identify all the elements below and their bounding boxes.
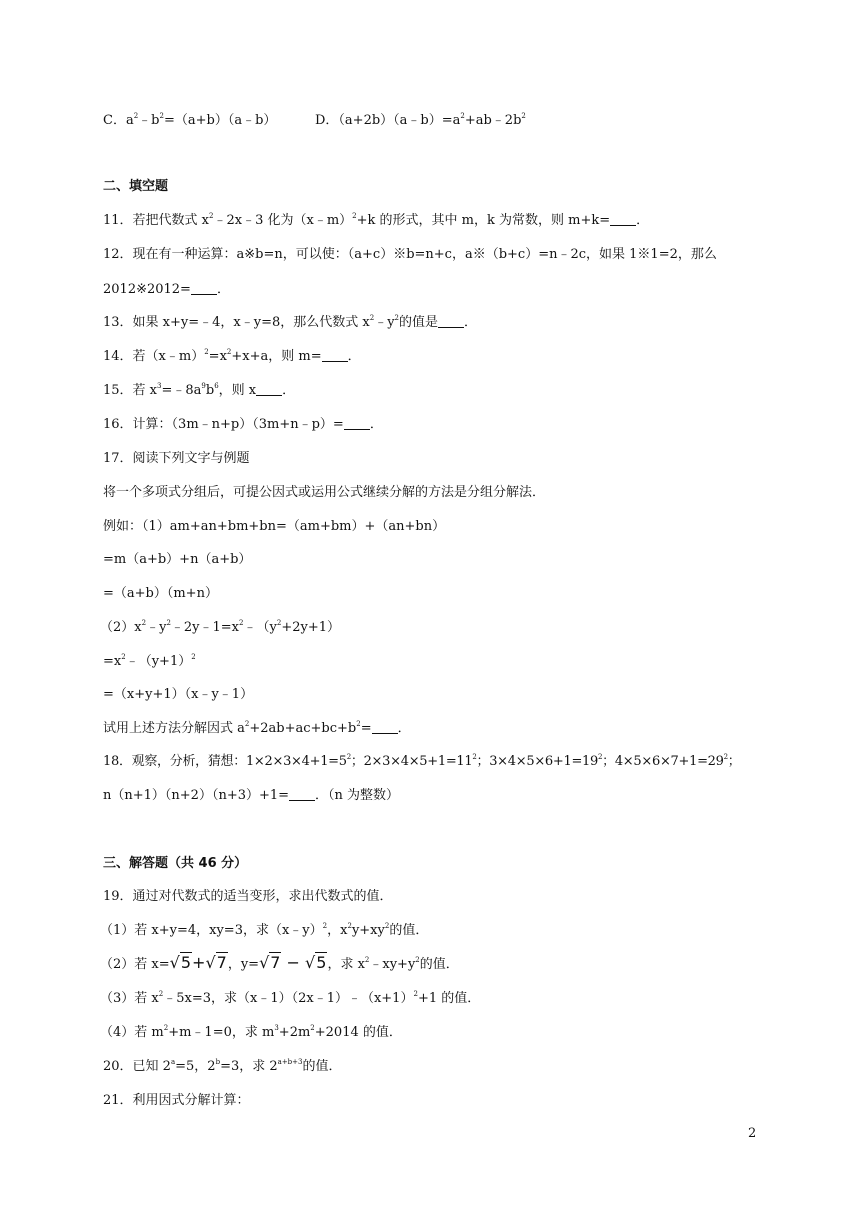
page-number: 2 [748, 1126, 757, 1141]
question-19-part3: （3）若 $x^2﹣5x=3$，求$(x﹣1)(2x﹣1)﹣(x+1)^2+1$ 的值． [100, 990, 481, 1006]
option-d: D．$(a+2b)(a﹣b)=a^2+ab﹣2b^2$ [315, 112, 526, 128]
answer-blank [256, 383, 282, 396]
sqrt-expression-y: √7 − √5 [259, 953, 327, 972]
section-fill-in-title: 二、填空题 [103, 179, 169, 194]
question-17-example1-a: 例如：（1）am+an+bm+bn=（am+bm）+（an+bn） [103, 519, 446, 534]
question-19-part2: （2）若 x=√5+√7，y=√7 − √5，求 $x^2﹣xy+y^2$的值． [100, 953, 459, 972]
question-12-line2: 2012※2012= ． [103, 282, 230, 297]
question-11: 11．若把代数式 $x^2﹣2x﹣3$ 化为（x﹣m）$^2$+k 的形式，其中 m，k 为常数，则 m+k= ． [103, 212, 650, 228]
answer-blank [191, 282, 217, 295]
answer-blank [438, 315, 464, 328]
question-20: 20．已知 $2^a=5$，$2^b=3$，求 $2^{a+b+3}$的值． [103, 1058, 342, 1074]
answer-blank [322, 349, 348, 362]
question-15: 15．若 $x^3=﹣8a^9b^6$，则 x ． [103, 382, 296, 398]
sqrt-expression-x: √5+√7 [169, 953, 227, 972]
question-17-example2-c: =（x+y+1）（x﹣y﹣1） [103, 687, 254, 702]
question-18-line2: n（n+1）（n+2）（n+3）+1= ．（n 为整数） [103, 788, 400, 803]
question-17-task: 试用上述方法分解因式 $a^2+2ab+ac+bc+b^2=$ ． [103, 720, 411, 736]
question-19-part4: （4）若 $m^2+m﹣1=0$，求 $m^3+2m^2+2014$ 的值． [100, 1024, 402, 1040]
question-17-title: 17．阅读下列文字与例题 [103, 451, 250, 466]
question-17-example1-b: =m（a+b）+n（a+b） [103, 552, 252, 567]
question-16: 16．计算：（3m﹣n+p）（3m+n﹣p）= ． [103, 417, 383, 432]
answer-blank [344, 417, 370, 430]
question-12-line1: 12．现在有一种运算：a※b=n，可以使：（a+c）※b=n+c，a※（b+c）=n﹣2c，如果 1※1=2，那么 [103, 247, 717, 262]
option-c: C．$a^2﹣b^2=(a+b)(a﹣b)$ [103, 112, 277, 128]
question-17-example1-c: =（a+b）（m+n） [103, 586, 218, 601]
question-17-intro: 将一个多项式分组后，可提公因式或运用公式继续分解的方法是分组分解法． [103, 485, 546, 500]
answer-blank [372, 721, 398, 734]
question-19-title: 19．通过对代数式的适当变形，求出代数式的值． [103, 889, 393, 904]
question-18-line1: 18．观察，分析，猜想：$1\times 2\times 3\times 4+1=5^2$；$2\times 3\times 4\times 5+1=11^2$；$3\times 4\times 5\times 6+1=19^2$；$4\times 5\times 6\times 7+1=29^2$； [103, 753, 741, 769]
question-17-example2-a: $(2)x^2﹣y^2﹣2y﹣1=x^2﹣(y^2+2y+1)$ [100, 619, 340, 635]
question-13: 13．如果 x+y=﹣4，x﹣y=8，那么代数式 $x^2﹣y^2$的值是 ． [103, 314, 478, 330]
question-14: 14．若$(x﹣m)^2=x^2+x+a$，则 m= ． [103, 348, 361, 364]
section-solve-title: 三、解答题（共 46 分） [103, 856, 248, 871]
answer-blank [289, 788, 315, 801]
question-21: 21．利用因式分解计算： [103, 1093, 250, 1108]
answer-blank [610, 213, 636, 226]
question-19-part1: （1）若 x+y=4，xy=3，求（x﹣y）$^2$，$x^2y+xy^2$的值． [100, 922, 429, 938]
question-17-example2-b: $=x^2﹣(y+1)^2$ [103, 653, 196, 669]
